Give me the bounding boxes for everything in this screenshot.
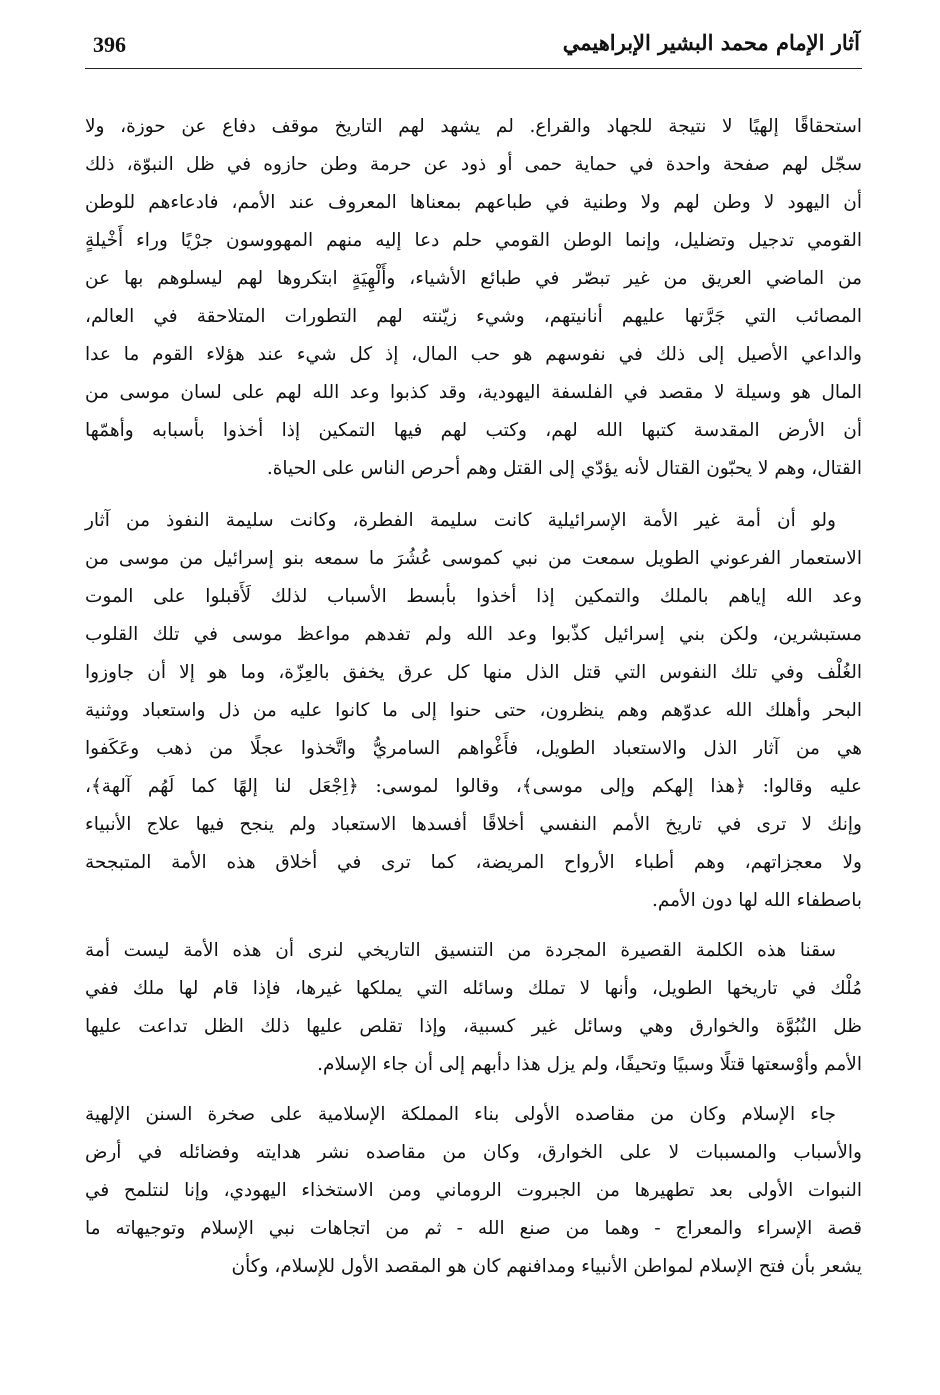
paragraph-3-line: مُلْك في تاريخها الطويل، وأنها لا تملك وسائله التي يملكها غيرها، فإذا قام لها ملك ففي [85,978,862,999]
paragraph-1-line: المال هو وسيلة لا مقصد في الفلسفة اليهودية، وقد كذبوا وعد الله لهم على لسان موسى من [85,382,862,403]
paragraph-1-line: أن الأرض المقدسة كتبها الله لهم، وكتب لهم فيها التمكين إذا أخذوا بأسبابه وأهمّها [85,420,862,441]
paragraph-2-line: مستبشرين، ولكن بني إسرائيل كذّبوا وعد الله ولم تفدهم مواعظ موسى في تلك القلوب [85,624,862,645]
header-rule [85,68,862,69]
paragraph-1-line: والداعي الأصيل إلى ذلك في نفوسهم هو حب المال، إذ كل شيء عند هؤلاء القوم ما عدا [85,344,862,365]
paragraph-1-line: القومي تدجيل وتضليل، وإنما الوطن القومي حلم دعا إليه منهم المهووسون جرْيًا وراء أَخْيلةٍ [85,230,862,251]
paragraph-4-line: النبوات الأولى بعد تطهيرها من الجبروت الروماني ومن الاستخذاء اليهودي، وإنا لنتلمح في [85,1180,862,1201]
paragraph-1-line: المصائب التي جَرَّتها عليهم أنانيتهم، وشيء زيّنته لهم التطورات المتلاحقة في العالم، [85,306,862,327]
paragraph-2-line: وإنك لا ترى في تاريخ الأمم النفسي أخلاقًا أفسدها الاستعباد ولم ينجح فيها علاج الأنبياء [85,814,862,835]
paragraph-4-line: قصة الإسراء والمعراج - وهما من صنع الله - ثم من اتجاهات نبي الإسلام وتوجيهاته ما [85,1218,862,1239]
paragraph-1-line: أن اليهود لا وطن لهم ولا وطنية في طباعهم بمعناها المعروف عند الأمم، فادعاءهم للوطن [85,192,862,213]
paragraph-2-line: ولو أن أمة غير الأمة الإسرائيلية كانت سليمة الفطرة، وكانت سليمة النفوذ من آثار [85,510,836,531]
paragraph-3-line: الأمم وأوْسعتها قتلًا وسبيًا وتحيفًا، ولم يزل هذا دأبهم إلى أن جاء الإسلام. [317,1054,862,1075]
paragraph-1-line: استحقاقًا إلهيًا لا نتيجة للجهاد والقراع. لم يشهد لهم التاريخ موقف دفاع عن حوزة، ولا [85,116,862,137]
paragraph-2-line: الاستعمار الفرعوني الطويل سمعت من نبي كموسى عُشُرَ ما سمعه بنو إسرائيل من موسى من [85,548,862,569]
paragraph-4-line: جاء الإسلام وكان من مقاصده الأولى بناء المملكة الإسلامية على صخرة السنن الإلهية [85,1104,836,1125]
paragraph-2-line: ولا معجزاتهم، وهم أطباء الأرواح المريضة، كما ترى في أخلاق هذه الأمة المتبجحة [85,852,862,873]
paragraph-4-line: والأسباب والمسببات لا على الخوارق، وكان من مقاصده نشر هدايته وفضائله في أرض [85,1142,862,1163]
paragraph-1-line: القتال، وهم لا يحبّون القتال لأنه يؤدّي إلى القتل وهم أحرص الناس على الحياة. [266,458,862,479]
page-number: 396 [93,32,126,57]
paragraph-3-line: سقنا هذه الكلمة القصيرة المجردة من التنسيق التاريخي لنرى أن هذه الأمة ليست أمة [85,940,836,961]
paragraph-1-line: من الماضي العريق من غير تبصّر في طبائع الأشياء، وأَلْهِيَةٍ ابتكروها لهم ليسلوهم بها عن [85,268,862,289]
paragraph-3-line: ظل النُبُوَّة والخوارق وهي وسائل غير كسبية، وإذا تقلص عليها ذلك الظل تداعت عليها [85,1016,862,1037]
paragraph-2-line: وعد الله إياهم بالملك والتمكين إذا أخذوا بأبسط الأسباب لذلك لَأَقبلوا على الموت [85,586,862,607]
paragraph-2-line: البحر وأهلك الله عدوّهم وهم ينظرون، حتى حنوا إلى ما كانوا عليه من ذل واستعباد ووثنية [85,700,862,721]
page-header [85,28,860,64]
paragraph-2-line: الغُلْف وفي تلك النفوس التي قتل الذل منها كل عرق يخفق بالعِزّة، وما هو إلا أن جاوزوا [85,662,862,683]
paragraph-4-line: يشعر بأن فتح الإسلام لمواطن الأنبياء ومدافنهم كان هو المقصد الأول للإسلام، وكأن [231,1256,862,1277]
paragraph-2-line: باصطفاء الله لها دون الأمم. [651,890,862,911]
paragraph-1-line: سجّل لهم صفحة واحدة في حماية حمى أو ذود عن حرمة وطن حازوه في ظل النبوّة، ذلك [85,154,862,175]
paragraph-2-line: عليه وقالوا: ﴿هذا إلهكم وإلى موسى﴾، وقالوا لموسى: ﴿اِجْعَل لنا إلهًا كما لَهُم آلهة﴾، [85,776,862,797]
paragraph-2-line: هي من آثار الذل والاستعباد الطويل، فأَغْواهم السامريُّ واتَّخذوا عجلًا من ذهب وعَكَفوا [85,738,862,759]
running-title: آثار الإمام محمد البشير الإبراهيمي [562,30,860,55]
